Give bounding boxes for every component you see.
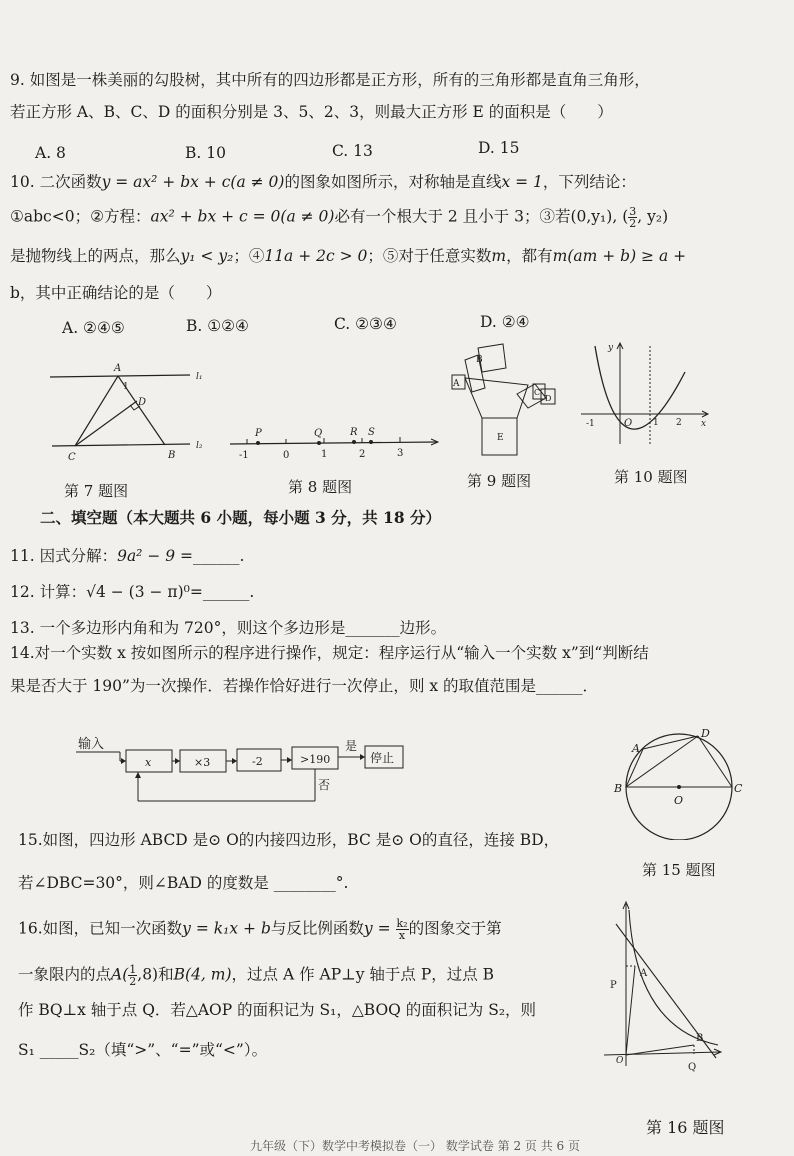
fig8-number-line bbox=[225, 422, 445, 467]
fig8-tick-0: 0 bbox=[283, 450, 290, 461]
fig8-point-s: S bbox=[368, 427, 375, 438]
fig7-label-l1: l₁ bbox=[196, 372, 203, 382]
q10-option-c: C. ②③④ bbox=[334, 315, 397, 333]
q12: 12. 计算：√4 − (3 − π)⁰=______. bbox=[10, 583, 255, 601]
fig9-pythagoras-tree bbox=[440, 340, 565, 458]
fig8-tick-2: 2 bbox=[359, 449, 366, 460]
fig16-label-q: Q bbox=[688, 1062, 697, 1073]
flow-box-compare: >190 bbox=[300, 753, 331, 766]
fig15-label-o: O bbox=[674, 794, 684, 807]
section-2-title: 二、填空题（本大题共 6 小题，每小题 3 分，共 18 分） bbox=[40, 508, 442, 527]
fig7-diagram bbox=[40, 358, 220, 463]
fig15-label-d: D bbox=[701, 727, 710, 740]
q10-line-4: b，其中正确结论的是（ ） bbox=[10, 284, 222, 302]
fig7-label-b: B bbox=[168, 450, 176, 461]
fig7-caption: 第 7 题图 bbox=[64, 482, 129, 500]
fig9-square-c: C bbox=[534, 388, 541, 397]
page-footer: 九年级（下）数学中考模拟卷（一） 数学试卷 第 2 页 共 6 页 bbox=[250, 1139, 580, 1153]
q9-line-1: 9. 如图是一株美丽的勾股树，其中所有的四边形都是正方形，所有的三角形都是直角三角形， bbox=[10, 71, 650, 89]
q15-line-1: 15.如图，四边形 ABCD 是⊙ O的内接四边形，BC 是⊙ O的直径，连接 BD， bbox=[18, 831, 560, 849]
q14-line-2: 果是否大于 190”为一次操作．若操作恰好进行一次停止，则 x 的取值范围是______． bbox=[10, 677, 599, 695]
fig9-square-e: E bbox=[497, 433, 504, 443]
q16-line-1: 16.如图，已知一次函数y = k₁x + b与反比例函数y = $\frac{\text{k₂}}{x}$ 的图象交于第 bbox=[18, 917, 502, 942]
fig7-label-c: C bbox=[68, 452, 76, 463]
fig8-point-r: R bbox=[350, 427, 358, 438]
q10-option-a: A. ②④⑤ bbox=[62, 319, 125, 337]
q11: 11. 因式分解：9a² − 9 =______. bbox=[10, 547, 245, 565]
flow-yes-label: 是 bbox=[345, 739, 358, 753]
q16-line-3: 作 BQ⊥x 轴于点 Q．若△AOP 的面积记为 S₁，△BOQ 的面积记为 S₂，则 bbox=[18, 1001, 537, 1019]
q9-option-c: C. 13 bbox=[332, 142, 373, 160]
fig15-label-a: A bbox=[632, 742, 640, 755]
fig10-label-neg1: -1 bbox=[586, 419, 595, 429]
fig9-square-b: B bbox=[476, 355, 483, 365]
fig16-label-o: O bbox=[616, 1056, 624, 1066]
fig7-label-a: A bbox=[114, 363, 122, 374]
q14-line-1: 14.对一个实数 x 按如图所示的程序进行操作，规定：程序运行从“输入一个实数 x”到“判断结 bbox=[10, 644, 649, 662]
fig8-point-p: P bbox=[255, 428, 262, 439]
fig7-label-1: 1 bbox=[123, 382, 129, 392]
flow-no-label: 否 bbox=[318, 778, 331, 792]
fig10-label-y: y bbox=[608, 343, 614, 353]
q15-line-2: 若∠DBC=30°，则∠BAD 的度数是 ________°. bbox=[18, 874, 349, 892]
fig15-caption: 第 15 题图 bbox=[642, 861, 716, 879]
q9-line-2: 若正方形 A、B、C、D 的面积分别是 3、5、2、3，则最大正方形 E 的面积是（ ） bbox=[10, 103, 613, 121]
fig15-label-c: C bbox=[734, 782, 743, 795]
q16-line-4: S₁ _____S₂（填“>”、“=”或“<”）。 bbox=[18, 1041, 268, 1059]
fig15-label-b: B bbox=[614, 782, 623, 795]
fig10-caption: 第 10 题图 bbox=[614, 468, 688, 486]
fig10-label-x: x bbox=[701, 419, 707, 429]
q13: 13. 一个多边形内角和为 720°，则这个多边形是_______边形。 bbox=[10, 619, 447, 637]
flow-stop-box: 停止 bbox=[370, 751, 395, 765]
fig10-label-1: 1 bbox=[653, 418, 659, 428]
fig16-caption: 第 16 题图 bbox=[646, 1118, 725, 1137]
fig16-label-b: B bbox=[696, 1033, 704, 1044]
fig9-square-a: A bbox=[453, 379, 460, 389]
q10-line-1: 10. 二次函数y = ax² + bx + c(a ≠ 0)的图象如图所示，对称轴是直线x = 1，下列结论： bbox=[10, 173, 636, 191]
fig9-caption: 第 9 题图 bbox=[467, 472, 532, 490]
flow-box-minus2: -2 bbox=[252, 755, 263, 768]
flow-box-x: x bbox=[145, 756, 152, 769]
fig16-label-a: A bbox=[640, 968, 648, 979]
fig16-function-graph bbox=[596, 898, 726, 1073]
q16-line-2: 一象限内的点A( $\frac{1}{2}$ ,8)和B(4, m)，过点 A 作 AP⊥y 轴于点 P，过点 B bbox=[18, 963, 495, 988]
q14-flowchart bbox=[70, 735, 410, 807]
q10-option-b: B. ①②④ bbox=[186, 317, 249, 335]
fig16-label-p: P bbox=[610, 980, 617, 991]
fig10-label-2: 2 bbox=[676, 418, 682, 428]
fig15-circle-diagram bbox=[612, 722, 754, 840]
fig8-point-q: Q bbox=[314, 428, 323, 439]
q10-line-3: 是抛物线上的两点，那么y₁ < y₂；④11a + 2c > 0；⑤对于任意实数m，都有m(am + b) ≥ a + bbox=[10, 247, 687, 265]
q10-option-d: D. ②④ bbox=[480, 313, 530, 331]
q9-option-d: D. 15 bbox=[478, 139, 520, 157]
fig7-label-d: D bbox=[138, 397, 147, 408]
fig7-label-l2: l₂ bbox=[196, 441, 203, 451]
fig9-square-d: D bbox=[545, 394, 552, 403]
fig8-tick-1: 1 bbox=[321, 449, 328, 460]
fig8-caption: 第 8 题图 bbox=[288, 478, 353, 496]
flow-box-times3: ×3 bbox=[194, 756, 211, 769]
fig8-tick-3: 3 bbox=[397, 448, 404, 459]
q9-option-a: A. 8 bbox=[35, 144, 66, 162]
flow-input-label: 输入 bbox=[78, 737, 105, 752]
q10-line-2: ①abc<0；②方程：ax² + bx + c = 0(a ≠ 0)必有一个根大于 2 且小于 3；③若(0,y₁), ( $\frac{3}{2}$ , y₂) bbox=[10, 205, 669, 230]
fig10-label-origin: O bbox=[624, 418, 633, 429]
fig10-parabola-graph bbox=[575, 338, 715, 450]
fig8-tick-neg1: -1 bbox=[239, 450, 249, 461]
q9-option-b: B. 10 bbox=[185, 144, 226, 162]
